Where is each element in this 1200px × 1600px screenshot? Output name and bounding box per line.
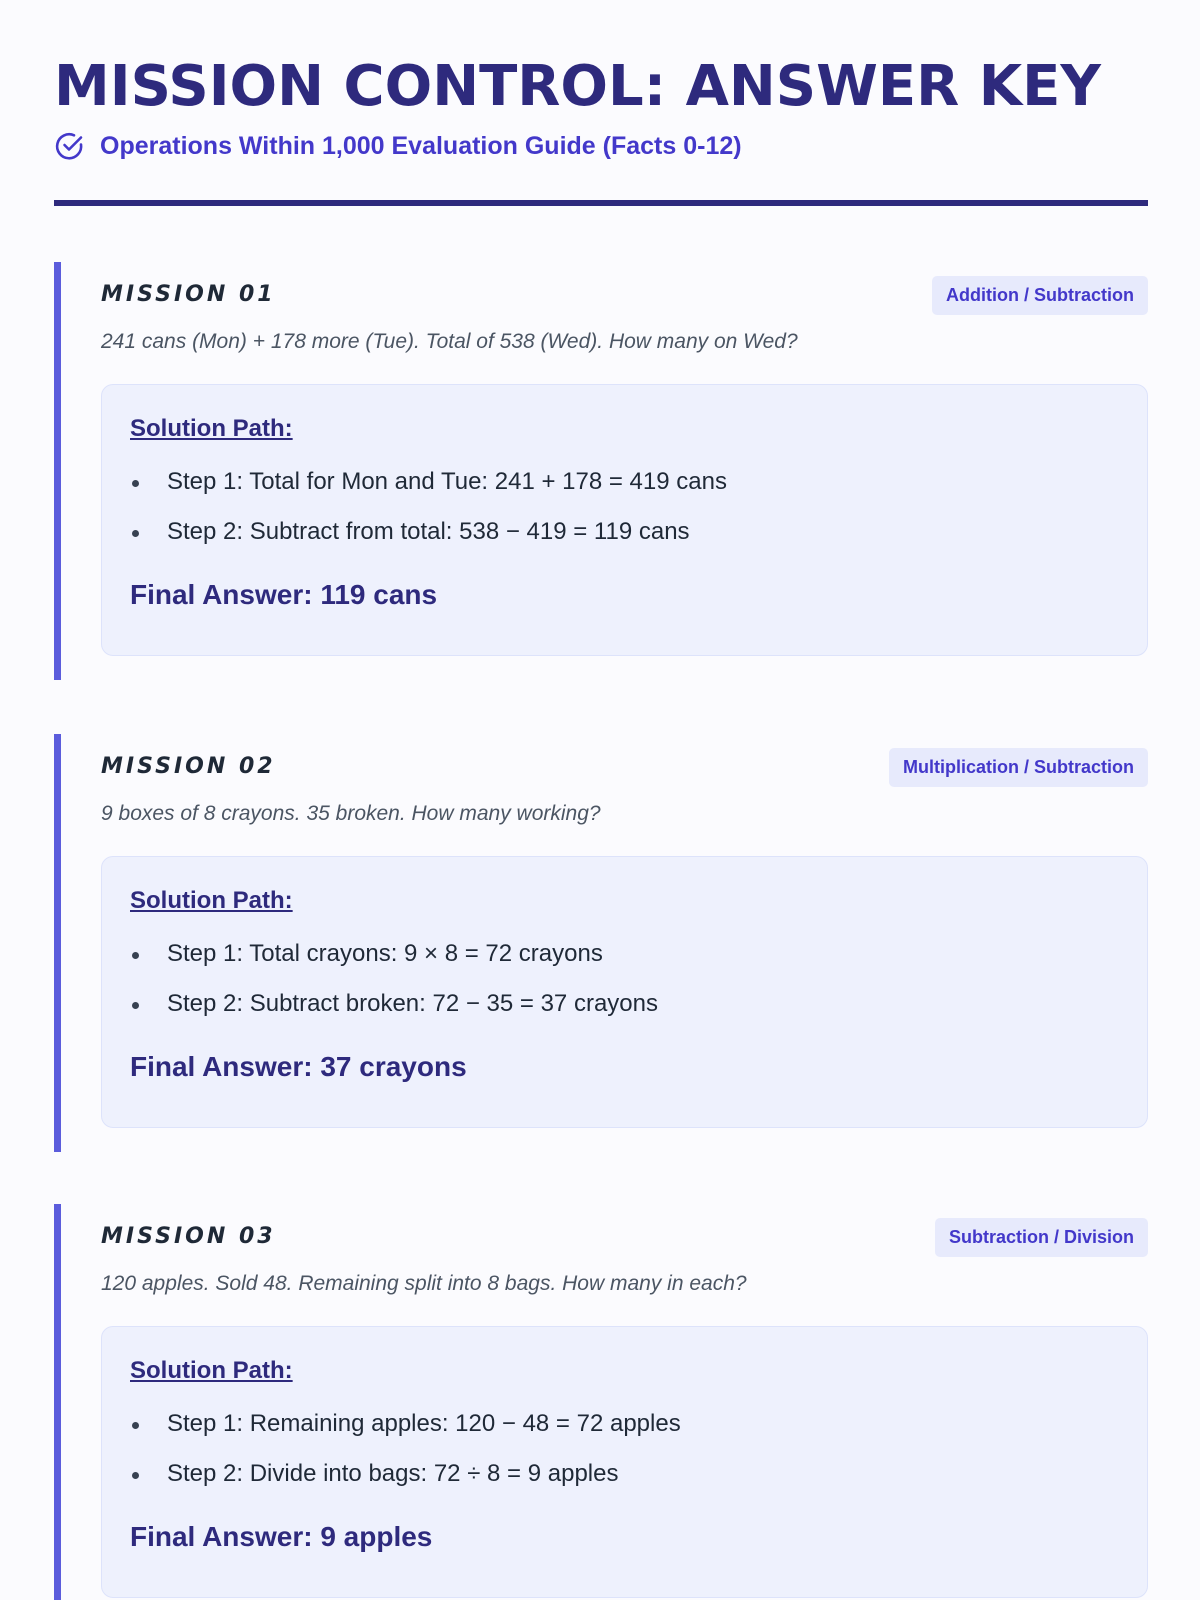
solution-steps	[130, 467, 1119, 547]
solution-steps	[130, 1409, 1119, 1489]
mission-label: MISSION 02	[101, 754, 276, 779]
page-title: MISSION CONTROL: ANSWER KEY	[54, 54, 1101, 119]
operation-tag: Multiplication / Subtraction	[889, 748, 1148, 787]
mission-card	[54, 262, 1148, 680]
mission-header	[61, 274, 1148, 318]
page-header	[54, 52, 1148, 162]
page-subtitle: Operations Within 1,000 Evaluation Guide (Facts 0-12)	[100, 131, 742, 160]
solution-step: Step 1: Total for Mon and Tue: 241 + 178 = 419 cans	[130, 467, 1119, 497]
problem-text: 120 apples. Sold 48. Remaining split into 8 bags. How many in each?	[101, 1272, 747, 1295]
mission-header	[61, 1216, 1148, 1260]
solution-step: Step 1: Total crayons: 9 × 8 = 72 crayons	[130, 939, 1119, 969]
solution-step: Step 2: Subtract broken: 72 − 35 = 37 crayons	[130, 989, 1119, 1019]
solution-title: Solution Path:	[130, 1357, 293, 1384]
final-answer: Final Answer: 37 crayons	[130, 1051, 467, 1082]
solution-title: Solution Path:	[130, 415, 293, 442]
solution-step: Step 2: Divide into bags: 72 ÷ 8 = 9 apples	[130, 1459, 1119, 1489]
solution-title: Solution Path:	[130, 887, 293, 914]
solution-steps	[130, 939, 1119, 1019]
mission-header	[61, 746, 1148, 790]
solution-panel	[101, 856, 1148, 1128]
header-divider	[54, 200, 1148, 206]
operation-tag: Subtraction / Division	[935, 1218, 1148, 1257]
check-circle-icon	[54, 130, 86, 162]
solution-panel	[101, 1326, 1148, 1598]
final-answer: Final Answer: 9 apples	[130, 1521, 433, 1552]
mission-label: MISSION 01	[101, 282, 276, 307]
final-answer: Final Answer: 119 cans	[130, 579, 438, 610]
subtitle-row	[54, 130, 1148, 162]
problem-text: 9 boxes of 8 crayons. 35 broken. How many working?	[101, 802, 601, 825]
solution-step: Step 2: Subtract from total: 538 − 419 = 119 cans	[130, 517, 1119, 547]
solution-step: Step 1: Remaining apples: 120 − 48 = 72 apples	[130, 1409, 1119, 1439]
mission-card	[54, 734, 1148, 1152]
operation-tag: Addition / Subtraction	[932, 276, 1148, 315]
mission-label: MISSION 03	[101, 1224, 276, 1249]
solution-panel	[101, 384, 1148, 656]
mission-card	[54, 1204, 1148, 1600]
problem-text: 241 cans (Mon) + 178 more (Tue). Total of 538 (Wed). How many on Wed?	[101, 330, 798, 353]
